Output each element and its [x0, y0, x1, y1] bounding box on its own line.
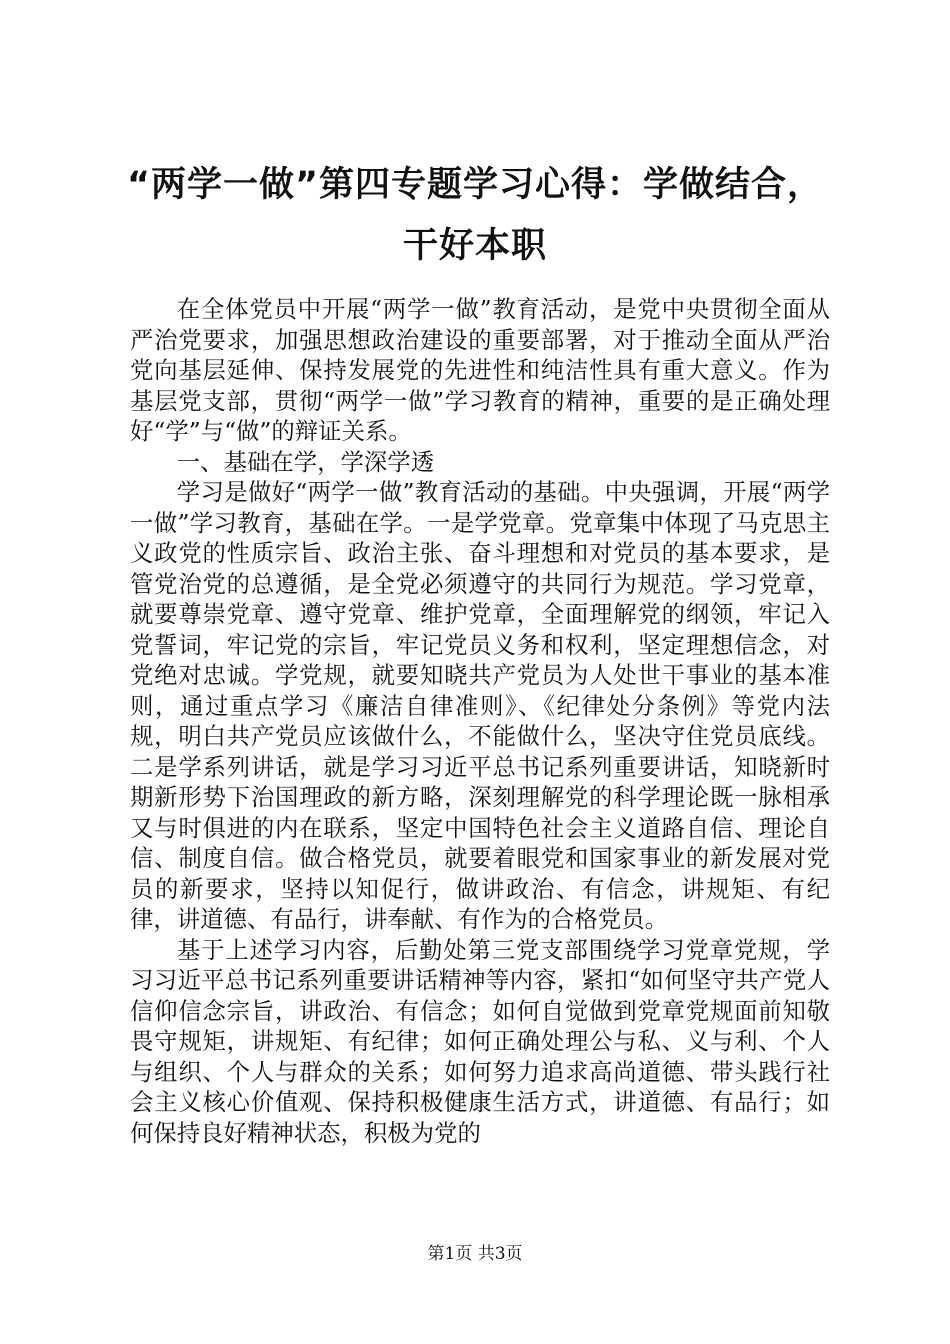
section-heading: 一、基础在学，学深学透: [176, 447, 435, 476]
page-footer: 第1页 共3页: [427, 1244, 523, 1264]
document-title-line1: “两学一做”第四专题学习心得：学做结合，: [126, 165, 823, 205]
body-paragraph: 学习是做好“两学一做”教育活动的基础。中央强调，开展“两学一做”学习教育，基础在学。一是学党章。党章集中体现了马克思主义政党的性质宗旨、政治主张、奋斗理想和对党员的基本要求，是管党治党的总遵循，是全党必须遵守的共同行为规范。学习党章，就要尊崇党章、遵守党章、维护党章，全面理解党的纲领，牢记入党誓词，牢记党的宗旨，牢记党员义务和权利，坚定理想信念，对党绝对忠诚。学党规，就要知晓共产党员为人处世干事业的基本准则，通过重点学习《廉洁自律准则》、《纪律处分条例》等党内法规，明白共产党员应该做什么，不能做什么，坚决守住党员底线。二是学系列讲话，就是学习习近平总书记系列重要讲话，知晓新时期新形势下治国理政的新方略，深刻理解党的科学理论既一脉相承又与时俱进的内在联系，坚定中国特色社会主义道路自信、理论自信、制度自信。做合格党员，就要着眼党和国家事业的新发展对党员的新要求，坚持以知促行，做讲政治、有信念，讲规矩、有纪律，讲道德、有品行，讲奉献、有作为的合格党员。: [130, 478, 830, 933]
document-body: [130, 294, 830, 1148]
body-paragraph: 基于上述学习内容，后勤处第三党支部围绕学习党章党规，学习习近平总书记系列重要讲话精神等内容，紧扣“如何坚守共产党人信仰信念宗旨，讲政治、有信念；如何自觉做到党章党规面前知敬畏守规矩，讲规矩、有纪律；如何正确处理公与私、义与利、个人与组织、个人与群众的关系；如何努力追求高尚道德、带头践行社会主义核心价值观、保持积极健康生活方式，讲道德、有品行；如何保持良好精神状态，积极为党的: [130, 935, 830, 1147]
document-title-line2: 干好本职: [402, 226, 547, 266]
intro-paragraph: 在全体党员中开展“两学一做”教育活动，是党中央贯彻全面从严治党要求，加强思想政治建设的重要部署，对于推动全面从严治党向基层延伸、保持发展党的先进性和纯洁性具有重大意义。作为基层党支部，贯彻“两学一做”学习教育的精神，重要的是正确处理好“学”与“做”的辩证关系。: [130, 295, 830, 445]
